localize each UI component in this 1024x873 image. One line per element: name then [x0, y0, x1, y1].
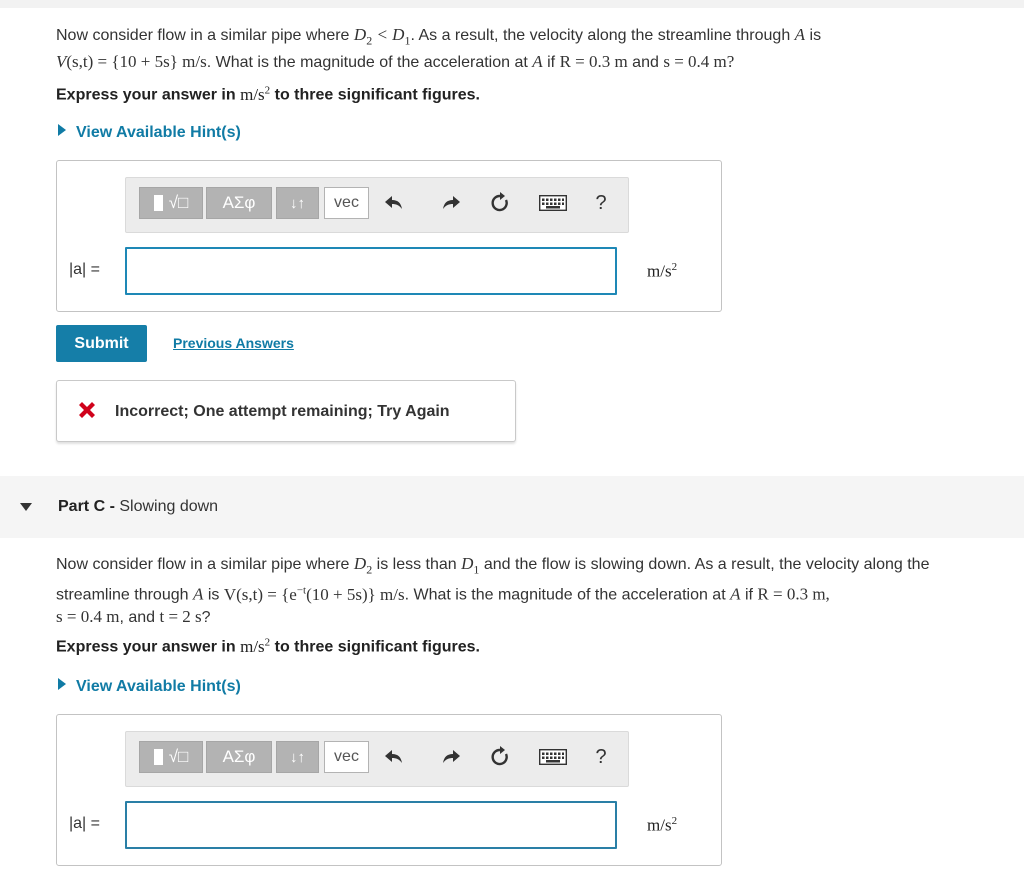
reset-icon[interactable] [485, 187, 515, 219]
part-c-express-instruction: Express your answer in $m/s^2$ to three significant figures. [56, 636, 480, 656]
top-divider [0, 0, 1024, 8]
part-b-answer-panel [56, 160, 722, 312]
greek-symbols-button[interactable]: ΑΣφ [206, 741, 272, 773]
vector-button[interactable]: vec [324, 741, 369, 773]
expand-triangle-icon [58, 124, 66, 136]
part-c-answer-panel [56, 714, 722, 866]
previous-answers-link[interactable]: Previous Answers [173, 335, 294, 351]
greek-symbols-button[interactable]: ΑΣφ [206, 187, 272, 219]
unit-label: $m/s^2$ [647, 815, 678, 835]
magnitude-label: |a| = [69, 815, 100, 832]
subscript-superscript-button[interactable]: ↓↑ [276, 187, 319, 219]
reset-icon[interactable] [485, 741, 515, 773]
subscript-superscript-button[interactable]: ↓↑ [276, 741, 319, 773]
part-b-question-line-2: V(s,t) = {10 + 5s} m/s. What is the magnitude of the acceleration at A if R = 0.3 m and s = 0.4 m? [56, 52, 735, 72]
part-b-question [56, 24, 821, 73]
help-button[interactable]: ? [595, 745, 607, 768]
vector-button[interactable]: vec [324, 187, 369, 219]
part-c-view-hints-link[interactable]: View Available Hint(s) [56, 678, 241, 696]
unit-label: $m/s^2$ [647, 261, 678, 281]
redo-icon[interactable] [436, 741, 466, 773]
part-c-question [56, 553, 929, 628]
templates-button[interactable]: √□ [139, 741, 203, 773]
magnitude-label: |a| = [69, 261, 100, 278]
templates-button[interactable]: √□ [139, 187, 203, 219]
part-c-question-line-1: Now consider flow in a similar pipe where $D_2$ is less than $D_1$ and the flow is slowing down. As a result, the velocity along the [56, 554, 930, 577]
part-c-header[interactable] [0, 476, 1024, 538]
part-c-question-line-2: streamline through A is $V(s,t) = \{e^{-t}(10 + 5s)\}$ m/s. What is the magnitude of the acceleration at A if R = 0.3 m, [56, 584, 830, 605]
part-b-express-instruction: Express your answer in $m/s^2$ to three significant figures. [56, 84, 480, 104]
part-b-question-line-1: Now consider flow in a similar pipe where $D_2 < D_1$. As a result, the velocity along the streamline through A is [56, 25, 822, 48]
part-c-question-line-3: s = 0.4 m, and t = 2 s? [56, 607, 211, 627]
math-toolbar [125, 731, 629, 787]
part-b-view-hints-link[interactable]: View Available Hint(s) [56, 124, 241, 142]
redo-icon[interactable] [436, 187, 466, 219]
help-button[interactable]: ? [595, 191, 607, 214]
template-block-icon [154, 195, 163, 211]
collapse-caret-icon[interactable] [20, 503, 32, 511]
template-block-icon [154, 749, 163, 765]
undo-icon[interactable] [379, 741, 409, 773]
incorrect-x-icon [76, 399, 98, 421]
keyboard-icon[interactable] [536, 741, 570, 773]
answer-input[interactable] [125, 247, 617, 295]
feedback-incorrect: Incorrect; One attempt remaining; Try Again [56, 380, 516, 442]
math-toolbar [125, 177, 629, 233]
answer-input[interactable] [125, 801, 617, 849]
keyboard-icon[interactable] [536, 187, 570, 219]
part-c-title: Part C - Slowing down [58, 498, 219, 515]
undo-icon[interactable] [379, 187, 409, 219]
expand-triangle-icon [58, 678, 66, 690]
submit-button[interactable]: Submit [56, 325, 147, 362]
